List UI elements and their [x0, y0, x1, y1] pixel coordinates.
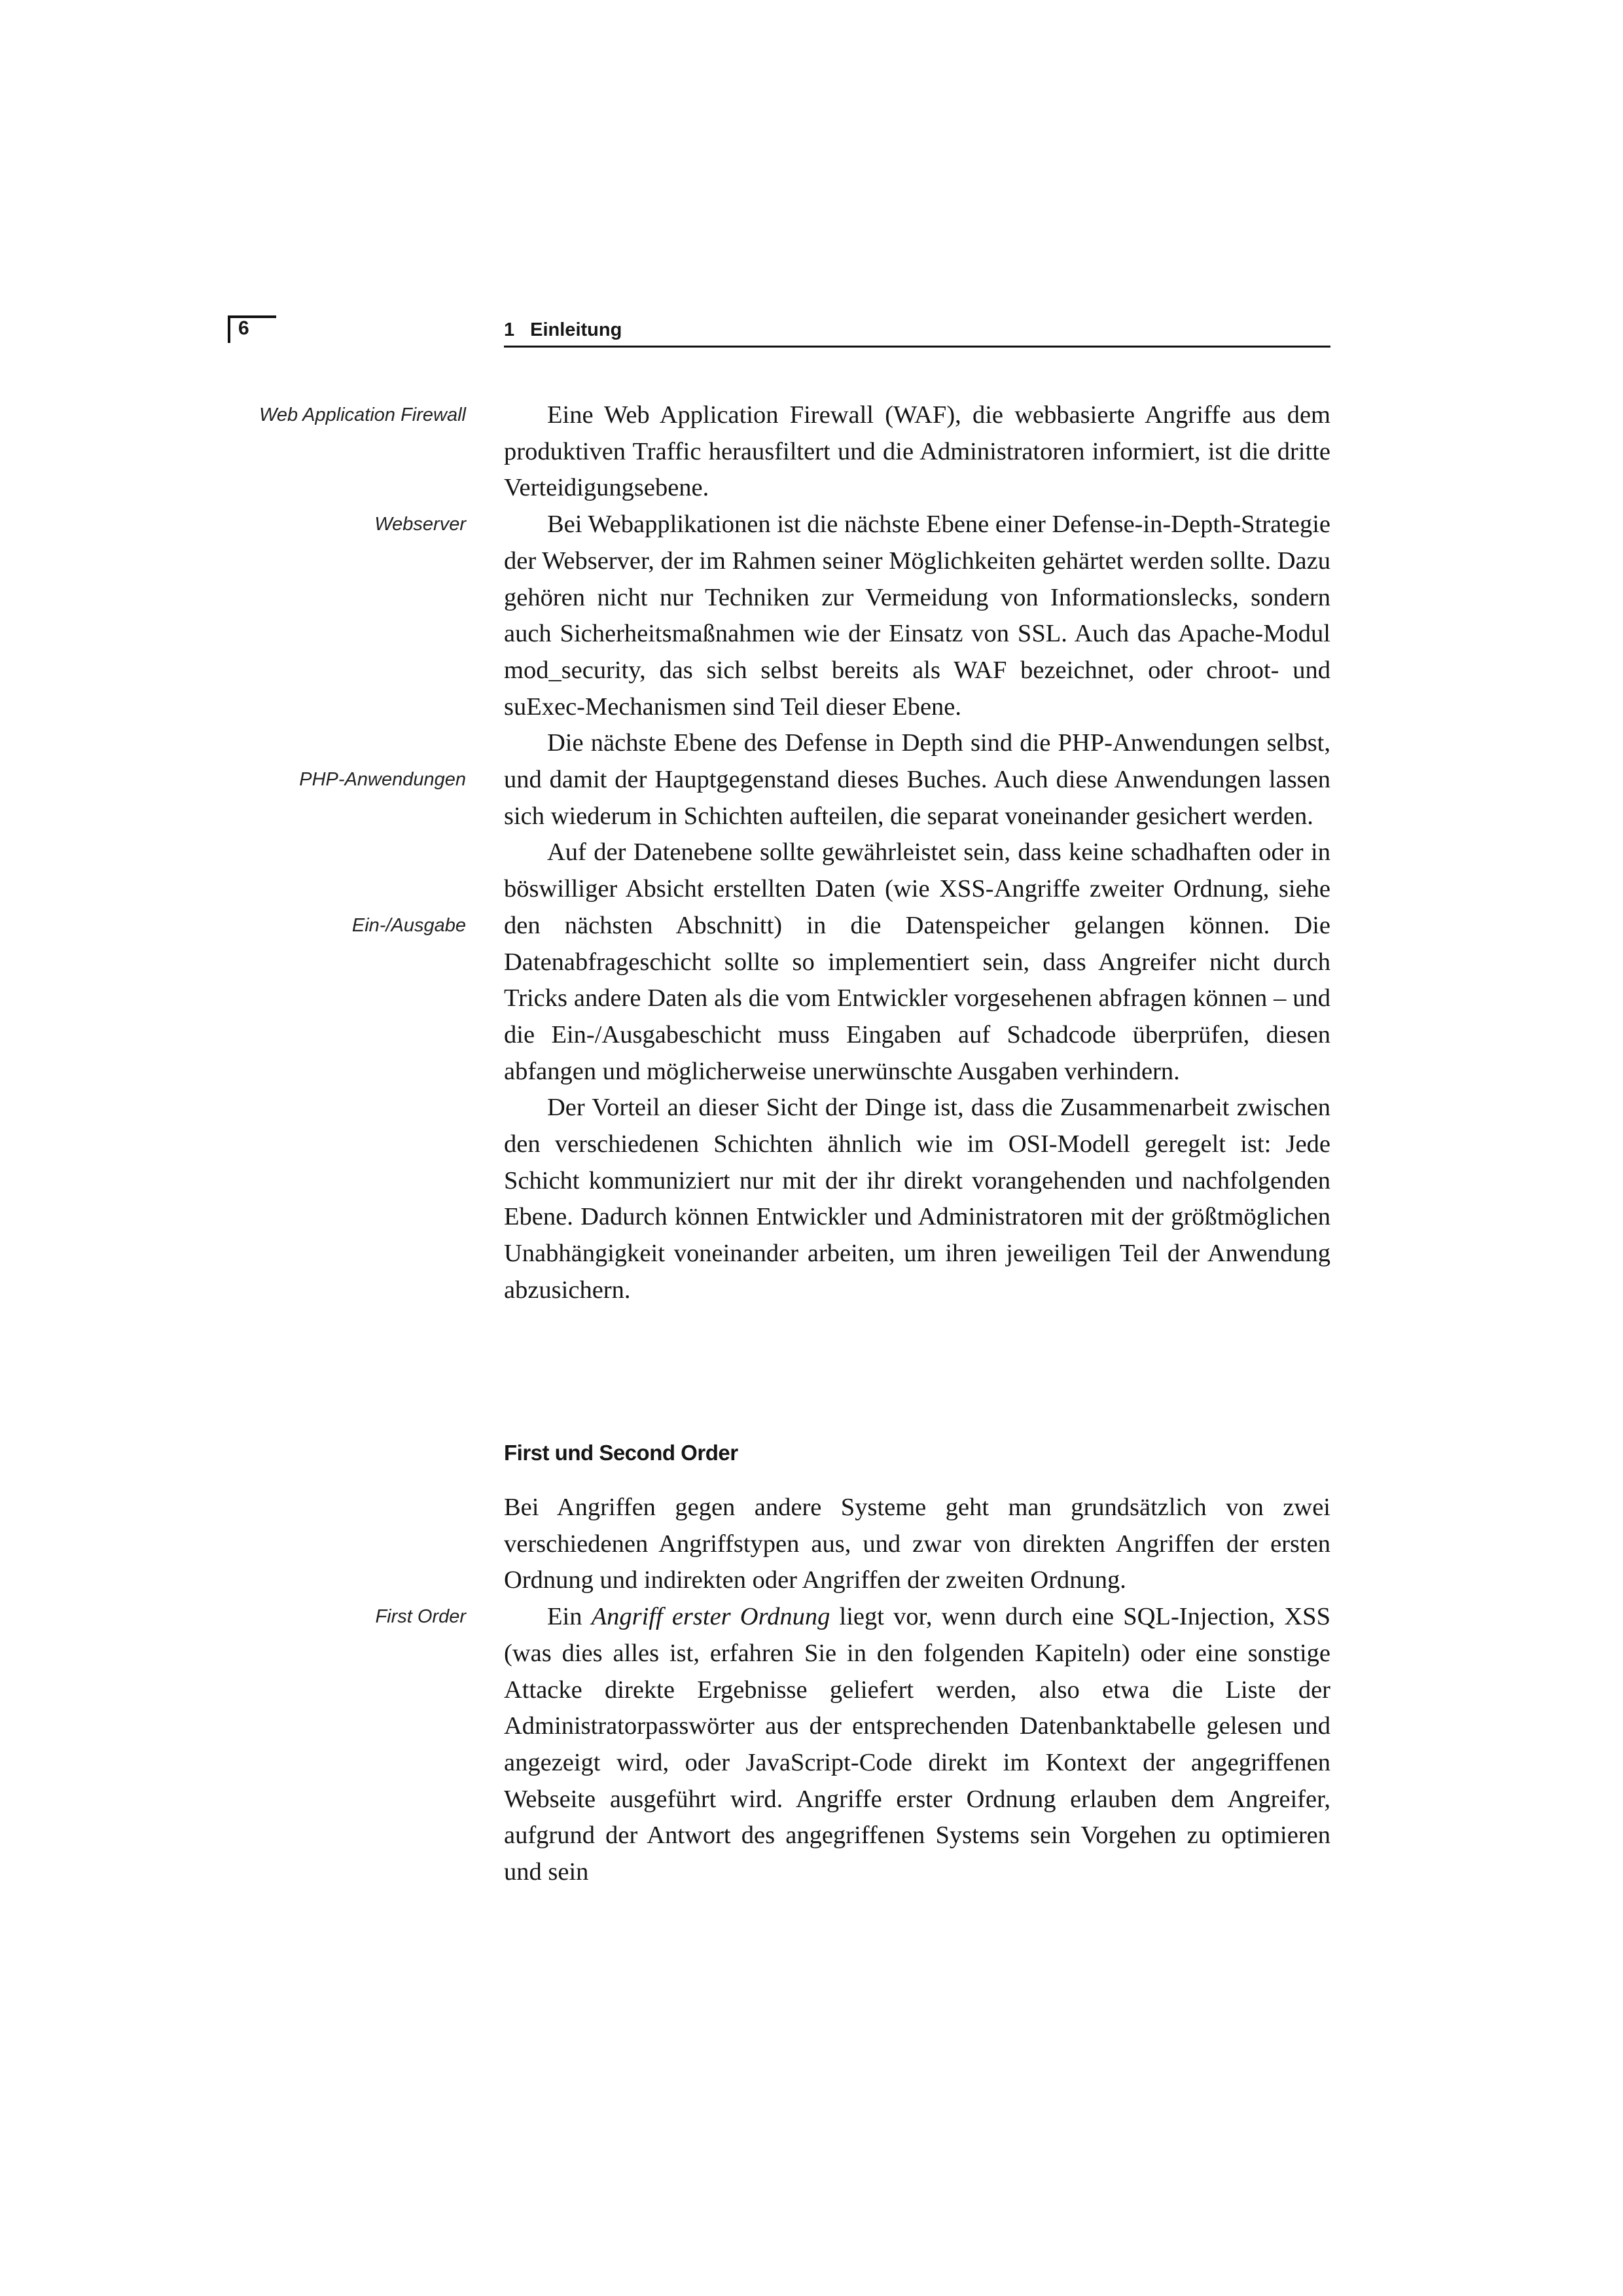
- page-number-bracket: [228, 315, 230, 343]
- chapter-title: Einleitung: [530, 319, 622, 340]
- margin-note-webserver: Webserver: [374, 514, 466, 535]
- page-number-bracket-top: [228, 315, 276, 318]
- body-text-block-1: [504, 397, 1330, 1309]
- body-text-block-2: [504, 1490, 1330, 1891]
- section-heading: First und Second Order: [504, 1441, 738, 1465]
- page-number: 6: [238, 317, 249, 339]
- first-order-rest: liegt vor, wenn durch eine SQL-Injection, XSS (was dies alles ist, erfahren Sie in den folgenden Kapiteln) oder eine sonstige Attacke direkte Ergebnisse geliefert werden, also etwa die Liste der Administratorpasswörter aus der entsprechenden Datenbanktabelle gelesen und angezeigt wird, oder JavaScript-Code direkt im Kontext der angegriffenen Webseite ausgeführt wird. Angriffe erster Ordnung erlauben dem Angreifer, aufgrund der Antwort des angegriffenen Systems sein Vorgehen zu optimieren und sein: [504, 1603, 1330, 1886]
- paragraph-advantage: Der Vorteil an dieser Sicht der Dinge ist, dass die Zusammenarbeit zwischen den verschiedenen Schichten ähnlich wie im OSI-Modell geregelt ist: Jede Schicht kommuniziert nur mit der ihr direkt vorangehenden und nachfolgenden Ebene. Dadurch können Entwickler und Administratoren mit der größtmöglichen Unabhängigkeit voneinander arbeiten, um ihren jeweiligen Teil der Anwendung abzusichern.: [504, 1094, 1330, 1304]
- paragraph-webserver: Bei Webapplikationen ist die nächste Ebene einer Defense-in-Depth-Strategie der Webserver, der im Rahmen seiner Möglichkeiten gehärtet werden sollte. Dazu gehören nicht nur Techniken zur Vermeidung von Informationslecks, sondern auch Sicherheitsmaßnahmen wie der Einsatz von SSL. Auch das Apache-Modul mod_security, das sich selbst bereits als WAF bezeichnet, oder chroot- und suExec-Mechanismen sind Teil dieser Ebene.: [504, 511, 1330, 721]
- chapter-number: 1: [504, 319, 515, 340]
- first-order-emphasis: Angriff erster Ordnung: [591, 1603, 830, 1631]
- paragraph-first-order: [504, 1599, 1330, 1891]
- paragraph-php-applications: Die nächste Ebene des Defense in Depth sind die PHP-Anwendungen selbst, und damit der Hauptgegenstand dieses Buches. Auch diese Anwendungen lassen sich wiederum in Schichten aufteilen, die separat voneinander gesichert werden.: [504, 729, 1330, 830]
- margin-note-waf: Web Application Firewall: [259, 404, 466, 425]
- running-head: [504, 318, 622, 342]
- paragraph-data-layer: Auf der Datenebene sollte gewährleistet sein, dass keine schadhaften oder in böswilliger Absicht erstellten Daten (wie XSS-Angriffe zweiter Ordnung, siehe den nächsten Abschnitt) in die Datenspeicher gelangen können. Die Datenabfrageschicht sollte so implementiert sein, dass Angreifer nicht durch Tricks andere Daten als die vom Entwickler vorgesehenen abfragen können – und die Ein-/Ausgabeschicht muss Eingaben auf Schadcode überprüfen, diesen abfangen und möglicherweise unerwünschte Ausgaben verhindern.: [504, 838, 1330, 1085]
- margin-note-first-order: First Order: [375, 1606, 466, 1627]
- header-rule: [504, 346, 1330, 348]
- first-order-start: Ein: [547, 1603, 592, 1631]
- margin-note-php: PHP-Anwendungen: [299, 769, 466, 790]
- paragraph-attack-types: Bei Angriffen gegen andere Systeme geht man grundsätzlich von zwei verschiedenen Angriffstypen aus, und zwar von direkten Angriffen der ersten Ordnung und indirekten oder Angriffen der zweiten Ordnung.: [504, 1494, 1330, 1594]
- paragraph-waf: Eine Web Application Firewall (WAF), die webbasierte Angriffe aus dem produktiven Traffic herausfiltert und die Administratoren informiert, ist die dritte Verteidigungsebene.: [504, 401, 1330, 502]
- margin-note-io: Ein-/Ausgabe: [351, 915, 466, 936]
